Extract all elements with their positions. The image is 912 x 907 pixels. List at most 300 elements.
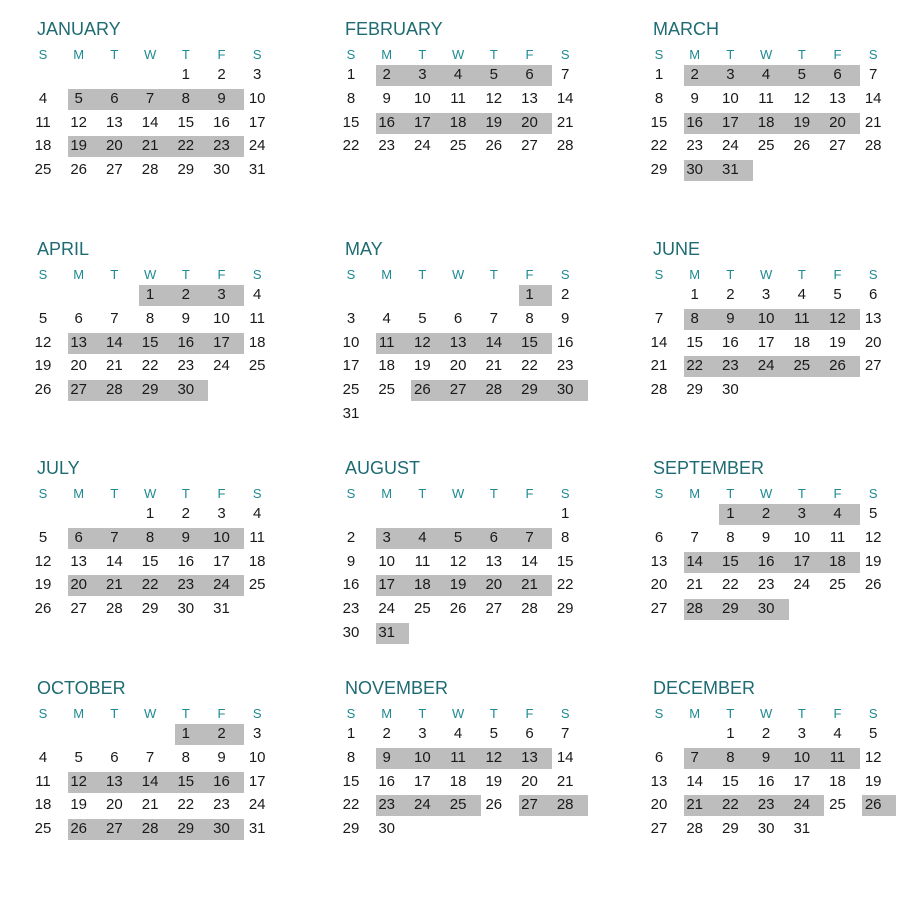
day-cell: 18 — [34, 137, 52, 155]
day-cell: 18 — [248, 552, 266, 570]
weekday-label: M — [381, 486, 393, 501]
weekday-label: S — [654, 47, 664, 62]
day-cell: 26 — [864, 796, 882, 814]
weekday-label: S — [560, 486, 570, 501]
day-cell: 26 — [34, 600, 52, 618]
day-cell: 19 — [793, 113, 811, 131]
weekday-label: S — [868, 706, 878, 721]
day-cell: 27 — [521, 796, 538, 814]
day-cell: 22 — [141, 576, 159, 594]
weekday-label: T — [418, 486, 427, 501]
day-cell: 13 — [106, 113, 123, 131]
day-cell: 10 — [793, 748, 811, 766]
day-cell: 5 — [74, 748, 83, 766]
weekday-label: F — [833, 267, 842, 282]
day-cell: 28 — [556, 796, 574, 814]
day-cell: 14 — [686, 772, 704, 790]
weekday-label: F — [217, 267, 226, 282]
weekday-label: S — [252, 706, 262, 721]
day-cell: 17 — [248, 113, 266, 131]
day-cell: 19 — [864, 772, 882, 790]
weekday-label: T — [110, 267, 119, 282]
day-cell: 29 — [521, 381, 538, 399]
day-cell: 21 — [650, 357, 668, 375]
day-cell: 4 — [797, 286, 806, 303]
day-cell: 14 — [556, 89, 574, 107]
day-cell: 19 — [449, 576, 467, 594]
day-cell: 19 — [829, 333, 846, 351]
day-cell: 26 — [793, 137, 811, 155]
day-cell: 14 — [686, 552, 704, 570]
day-cell: 16 — [757, 772, 775, 790]
day-cell: 15 — [650, 113, 668, 131]
day-cell: 11 — [414, 552, 431, 570]
day-cell: 21 — [106, 576, 123, 594]
day-cell: 16 — [177, 333, 195, 351]
day-cell: 2 — [382, 66, 391, 83]
day-cell: 14 — [141, 772, 159, 790]
day-cell: 1 — [346, 66, 356, 83]
day-cell: 13 — [70, 552, 88, 570]
day-cell: 27 — [829, 137, 846, 155]
day-cell: 2 — [382, 725, 391, 742]
weekday-label: T — [110, 47, 119, 62]
day-cell: 22 — [521, 357, 538, 375]
month-title: AUGUST — [345, 458, 421, 478]
day-cell: 9 — [382, 748, 391, 766]
day-cell: 10 — [213, 528, 230, 546]
weekday-label: F — [217, 706, 226, 721]
day-cell: 9 — [382, 89, 391, 107]
day-cell: 11 — [249, 528, 265, 546]
month-title: FEBRUARY — [345, 19, 443, 39]
day-cell: 13 — [829, 89, 846, 107]
weekday-label: S — [654, 486, 664, 501]
day-cell: 23 — [213, 796, 230, 814]
day-cell: 13 — [864, 309, 882, 327]
weekday-label: M — [73, 47, 85, 62]
day-cell: 13 — [650, 772, 668, 790]
day-cell: 6 — [654, 748, 664, 766]
day-cell: 2 — [761, 725, 771, 742]
day-cell: 30 — [686, 161, 704, 179]
day-cell: 22 — [722, 576, 739, 594]
day-cell: 5 — [453, 528, 463, 546]
weekday-label: S — [38, 486, 48, 501]
weekday-label: M — [689, 267, 701, 282]
weekday-label: T — [110, 706, 119, 721]
day-cell: 4 — [833, 725, 842, 742]
day-cell: 9 — [690, 89, 699, 107]
day-cell: 6 — [489, 528, 498, 546]
day-cell: 17 — [722, 113, 739, 131]
day-cell: 14 — [485, 333, 503, 351]
day-cell: 28 — [141, 161, 159, 179]
day-cell: 18 — [449, 113, 467, 131]
weekday-label: T — [726, 486, 735, 501]
day-cell: 5 — [418, 309, 427, 327]
day-cell: 19 — [414, 357, 431, 375]
day-cell: 5 — [489, 66, 498, 83]
day-cell: 22 — [556, 576, 574, 594]
day-cell: 13 — [521, 748, 538, 766]
day-cell: 21 — [106, 357, 123, 375]
day-cell: 18 — [757, 113, 775, 131]
day-cell: 10 — [722, 89, 739, 107]
day-cell: 13 — [521, 89, 538, 107]
day-cell: 25 — [34, 161, 52, 179]
weekday-label: W — [759, 486, 773, 501]
weekday-label: F — [217, 486, 226, 501]
day-cell: 24 — [213, 576, 230, 594]
day-cell: 29 — [177, 820, 195, 838]
day-cell: 27 — [650, 820, 668, 838]
day-cell: 4 — [833, 505, 842, 522]
day-cell: 3 — [726, 66, 735, 83]
day-cell: 22 — [342, 796, 360, 814]
day-cell: 11 — [35, 772, 51, 790]
day-cell: 26 — [864, 576, 882, 594]
weekday-label: S — [346, 47, 356, 62]
day-cell: 20 — [106, 796, 123, 814]
day-cell: 3 — [797, 725, 806, 742]
day-cell: 13 — [106, 772, 123, 790]
day-cell: 7 — [525, 528, 534, 546]
weekday-label: F — [525, 267, 534, 282]
day-cell: 17 — [378, 576, 396, 594]
weekday-label: M — [73, 486, 85, 501]
day-cell: 24 — [414, 796, 431, 814]
day-cell: 9 — [181, 309, 190, 327]
day-cell: 7 — [690, 748, 699, 766]
day-cell: 29 — [177, 161, 195, 179]
day-cell: 14 — [650, 333, 668, 351]
day-cell: 10 — [342, 333, 360, 351]
day-cell: 2 — [690, 66, 699, 83]
day-cell: 17 — [414, 772, 431, 790]
day-cell: 8 — [145, 309, 155, 327]
day-cell: 15 — [722, 552, 739, 570]
day-cell: 11 — [758, 89, 774, 107]
day-cell: 21 — [556, 772, 574, 790]
day-cell: 28 — [485, 381, 503, 399]
day-cell: 12 — [70, 113, 88, 131]
day-cell: 7 — [690, 528, 699, 546]
day-cell: 24 — [793, 796, 811, 814]
day-cell: 4 — [453, 725, 463, 742]
day-cell: 8 — [181, 748, 190, 766]
day-cell: 20 — [106, 137, 123, 155]
day-cell: 30 — [342, 624, 360, 641]
weekday-label: W — [143, 486, 157, 501]
day-cell: 30 — [722, 381, 739, 399]
day-cell: 28 — [686, 820, 704, 838]
day-cell: 9 — [761, 748, 771, 766]
day-cell: 18 — [34, 796, 52, 814]
weekday-label: T — [489, 267, 498, 282]
day-cell: 9 — [726, 309, 735, 327]
day-cell: 9 — [346, 552, 356, 570]
day-cell: 8 — [181, 89, 190, 107]
day-cell: 8 — [654, 89, 664, 107]
day-cell: 11 — [794, 309, 810, 327]
day-cell: 31 — [342, 405, 360, 422]
day-cell: 3 — [346, 309, 356, 327]
day-cell: 12 — [829, 309, 846, 327]
weekday-label: T — [726, 267, 735, 282]
day-cell: 31 — [793, 820, 811, 838]
weekday-label: T — [181, 706, 190, 721]
day-cell: 6 — [110, 89, 119, 107]
day-cell: 12 — [414, 333, 431, 351]
day-cell: 2 — [217, 66, 226, 83]
weekday-label: W — [451, 706, 465, 721]
weekday-label: T — [418, 267, 427, 282]
weekday-label: W — [759, 47, 773, 62]
day-cell: 1 — [181, 66, 190, 83]
day-cell: 24 — [793, 576, 811, 594]
month-title: OCTOBER — [37, 678, 126, 698]
day-cell: 23 — [757, 796, 775, 814]
day-cell: 1 — [561, 505, 570, 522]
day-cell: 19 — [70, 796, 88, 814]
day-cell: 10 — [378, 552, 396, 570]
day-cell: 21 — [485, 357, 503, 375]
day-cell: 27 — [449, 381, 467, 399]
day-cell: 25 — [378, 381, 396, 399]
day-cell: 27 — [521, 137, 538, 155]
day-cell: 28 — [106, 381, 123, 399]
day-cell: 6 — [74, 309, 83, 327]
day-cell: 22 — [177, 137, 195, 155]
day-cell: 1 — [525, 286, 534, 303]
day-cell: 12 — [449, 552, 467, 570]
day-cell: 6 — [110, 748, 119, 766]
day-cell: 19 — [34, 576, 52, 594]
weekday-label: W — [451, 267, 465, 282]
day-cell: 17 — [248, 772, 266, 790]
day-cell: 20 — [650, 576, 668, 594]
weekday-label: S — [38, 47, 48, 62]
weekday-label: T — [181, 486, 190, 501]
day-cell: 14 — [106, 333, 123, 351]
weekday-label: T — [181, 267, 190, 282]
day-cell: 12 — [485, 89, 503, 107]
day-cell: 31 — [213, 600, 230, 618]
day-cell: 10 — [757, 309, 775, 327]
day-cell: 30 — [177, 381, 195, 399]
weekday-label: S — [654, 267, 664, 282]
day-cell: 20 — [829, 113, 846, 131]
day-cell: 19 — [485, 772, 503, 790]
day-cell: 23 — [757, 576, 775, 594]
weekday-label: W — [451, 486, 465, 501]
day-cell: 30 — [213, 161, 230, 179]
weekday-label: S — [38, 267, 48, 282]
weekday-label: M — [381, 706, 393, 721]
day-cell: 4 — [253, 505, 262, 522]
day-cell: 17 — [793, 552, 811, 570]
weekday-label: M — [73, 267, 85, 282]
day-cell: 6 — [869, 286, 878, 303]
month-title: DECEMBER — [653, 678, 756, 698]
day-cell: 7 — [561, 66, 570, 83]
day-cell: 2 — [761, 505, 771, 522]
day-cell: 23 — [177, 576, 195, 594]
weekday-label: M — [73, 706, 85, 721]
day-cell: 2 — [346, 528, 356, 546]
day-cell: 17 — [213, 333, 230, 351]
day-cell: 24 — [414, 137, 431, 155]
day-cell: 17 — [757, 333, 775, 351]
day-cell: 15 — [686, 333, 704, 351]
day-cell: 8 — [726, 748, 735, 766]
day-cell: 6 — [525, 66, 534, 83]
day-cell: 29 — [722, 820, 739, 838]
weekday-label: S — [252, 47, 262, 62]
day-cell: 1 — [181, 725, 190, 742]
day-cell: 12 — [485, 748, 503, 766]
day-cell: 22 — [141, 357, 159, 375]
day-cell: 16 — [686, 113, 704, 131]
day-cell: 11 — [829, 528, 846, 546]
day-cell: 4 — [382, 309, 391, 327]
day-cell: 12 — [34, 333, 52, 351]
day-cell: 6 — [833, 66, 842, 83]
day-cell: 25 — [829, 796, 846, 814]
day-cell: 11 — [249, 309, 265, 327]
day-cell: 8 — [690, 309, 699, 327]
weekday-label: M — [689, 486, 701, 501]
day-cell: 13 — [650, 552, 668, 570]
day-cell: 27 — [70, 381, 88, 399]
weekday-label: S — [868, 486, 878, 501]
day-cell: 7 — [869, 66, 878, 83]
weekday-label: F — [525, 47, 534, 62]
weekday-label: F — [525, 486, 534, 501]
day-cell: 6 — [74, 528, 83, 546]
day-cell: 20 — [521, 772, 538, 790]
day-cell: 12 — [793, 89, 811, 107]
day-cell: 2 — [181, 505, 190, 522]
weekday-label: F — [833, 486, 842, 501]
day-cell: 20 — [449, 357, 467, 375]
day-cell: 24 — [378, 600, 396, 618]
day-cell: 21 — [556, 113, 574, 131]
day-cell: 3 — [797, 505, 806, 522]
day-cell: 26 — [449, 600, 467, 618]
day-cell: 19 — [864, 552, 882, 570]
day-cell: 10 — [414, 748, 431, 766]
day-cell: 26 — [34, 381, 52, 399]
day-cell: 13 — [485, 552, 503, 570]
weekday-label: T — [418, 706, 427, 721]
day-cell: 30 — [213, 820, 230, 838]
day-cell: 29 — [722, 600, 739, 618]
day-cell: 3 — [253, 66, 262, 83]
weekday-label: S — [252, 267, 262, 282]
day-cell: 7 — [561, 725, 570, 742]
day-cell: 4 — [453, 66, 463, 83]
day-cell: 27 — [485, 600, 503, 618]
day-cell: 16 — [378, 772, 396, 790]
month-title: MARCH — [653, 19, 719, 39]
day-cell: 3 — [761, 286, 771, 303]
day-cell: 18 — [449, 772, 467, 790]
day-cell: 22 — [650, 137, 668, 155]
day-cell: 8 — [145, 528, 155, 546]
weekday-label: T — [797, 486, 806, 501]
day-cell: 1 — [726, 725, 735, 742]
day-cell: 3 — [217, 505, 226, 522]
month-title: APRIL — [37, 239, 90, 259]
day-cell: 18 — [793, 333, 811, 351]
day-cell: 28 — [864, 137, 882, 155]
day-cell: 17 — [342, 357, 360, 375]
day-cell: 16 — [722, 333, 739, 351]
day-cell: 6 — [453, 309, 463, 327]
day-cell: 10 — [248, 89, 266, 107]
day-cell: 7 — [489, 309, 498, 327]
day-cell: 28 — [650, 381, 668, 399]
day-cell: 18 — [378, 357, 396, 375]
day-cell: 9 — [181, 528, 190, 546]
month-title: JANUARY — [37, 19, 121, 39]
weekday-label: M — [381, 47, 393, 62]
day-cell: 25 — [449, 796, 467, 814]
day-cell: 8 — [561, 528, 570, 546]
day-cell: 9 — [561, 309, 570, 327]
day-cell: 16 — [177, 552, 195, 570]
day-cell: 16 — [556, 333, 574, 351]
day-cell: 7 — [145, 89, 155, 107]
day-cell: 16 — [342, 576, 360, 594]
weekday-label: T — [489, 47, 498, 62]
day-cell: 9 — [217, 748, 226, 766]
day-cell: 23 — [686, 137, 704, 155]
day-cell: 6 — [654, 528, 664, 546]
day-cell: 2 — [217, 725, 226, 742]
weekday-label: W — [759, 267, 773, 282]
day-cell: 4 — [38, 748, 48, 766]
day-cell: 24 — [722, 137, 739, 155]
day-cell: 31 — [248, 820, 266, 838]
day-cell: 5 — [38, 309, 48, 327]
day-cell: 19 — [485, 113, 503, 131]
day-cell: 20 — [864, 333, 882, 351]
day-cell: 9 — [761, 528, 771, 546]
day-cell: 27 — [70, 600, 88, 618]
weekday-label: W — [451, 47, 465, 62]
day-cell: 8 — [346, 89, 356, 107]
day-cell: 7 — [110, 309, 119, 327]
day-cell: 29 — [686, 381, 704, 399]
day-cell: 16 — [213, 113, 230, 131]
day-cell: 20 — [521, 113, 538, 131]
day-cell: 4 — [418, 528, 427, 546]
day-cell: 5 — [489, 725, 498, 742]
weekday-label: T — [726, 47, 735, 62]
day-cell: 23 — [556, 357, 574, 375]
day-cell: 24 — [248, 796, 266, 814]
weekday-label: T — [489, 486, 498, 501]
day-cell: 3 — [418, 66, 427, 83]
weekday-label: S — [346, 486, 356, 501]
day-cell: 25 — [248, 576, 266, 594]
day-cell: 21 — [141, 137, 159, 155]
day-cell: 12 — [34, 552, 52, 570]
day-cell: 28 — [141, 820, 159, 838]
